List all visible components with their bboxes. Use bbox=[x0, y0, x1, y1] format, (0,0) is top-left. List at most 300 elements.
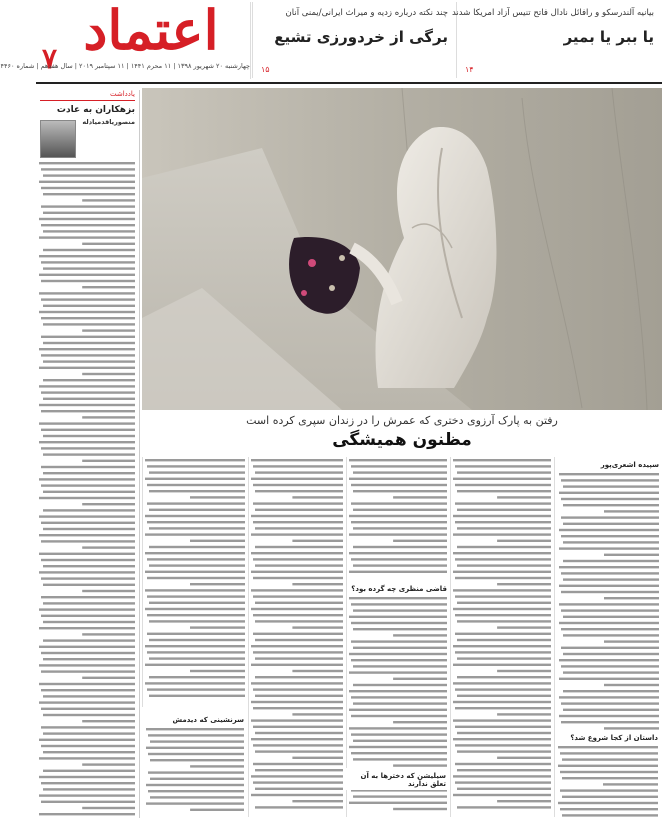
text-line bbox=[253, 744, 343, 746]
teaser-box[interactable] bbox=[451, 2, 662, 78]
text-line bbox=[349, 597, 447, 599]
text-line bbox=[349, 515, 447, 517]
text-line bbox=[82, 416, 135, 418]
text-line bbox=[292, 540, 343, 542]
text-line bbox=[43, 305, 135, 307]
text-line bbox=[41, 466, 135, 468]
text-line bbox=[39, 385, 135, 387]
text-line bbox=[41, 187, 135, 189]
text-line bbox=[351, 696, 447, 698]
text-line bbox=[190, 670, 245, 672]
text-line bbox=[351, 502, 447, 504]
text-line bbox=[393, 496, 447, 498]
text-line bbox=[145, 682, 245, 684]
text-line bbox=[41, 354, 135, 356]
text-line bbox=[146, 747, 244, 749]
text-line bbox=[560, 752, 658, 754]
text-line bbox=[453, 478, 551, 480]
text-line bbox=[561, 516, 659, 518]
text-line bbox=[497, 496, 551, 498]
text-line bbox=[251, 701, 343, 703]
text-line bbox=[190, 765, 244, 767]
text-line bbox=[453, 775, 551, 777]
text-line bbox=[82, 546, 135, 548]
body-text-lines bbox=[251, 457, 343, 812]
text-line bbox=[455, 484, 551, 486]
text-line bbox=[255, 676, 343, 678]
text-line bbox=[560, 771, 658, 773]
text-line bbox=[457, 750, 551, 752]
text-line bbox=[253, 688, 343, 690]
text-line bbox=[349, 552, 447, 554]
text-line bbox=[39, 441, 135, 443]
teaser-title[interactable]: برگی از خردورزی تشیع bbox=[274, 28, 448, 46]
text-line bbox=[604, 554, 659, 556]
subhead: سرنشینی که دیدمش bbox=[172, 716, 244, 724]
text-line bbox=[353, 609, 447, 611]
text-line bbox=[39, 478, 135, 480]
text-line bbox=[145, 459, 245, 461]
text-line bbox=[251, 794, 343, 796]
text-line bbox=[455, 781, 551, 783]
text-line bbox=[39, 553, 135, 555]
text-line bbox=[149, 695, 245, 697]
text-line bbox=[148, 771, 244, 773]
text-line bbox=[292, 800, 343, 802]
text-line bbox=[292, 713, 343, 715]
text-line bbox=[563, 616, 659, 618]
text-line bbox=[349, 690, 447, 692]
text-line bbox=[457, 676, 551, 678]
text-line bbox=[149, 564, 245, 566]
text-line bbox=[604, 597, 659, 599]
text-line bbox=[457, 527, 551, 529]
text-line bbox=[563, 709, 659, 711]
text-line bbox=[251, 533, 343, 535]
text-line bbox=[563, 653, 659, 655]
text-line bbox=[349, 533, 447, 535]
text-line bbox=[147, 484, 245, 486]
text-line bbox=[147, 633, 245, 635]
text-line bbox=[393, 764, 447, 766]
text-line bbox=[145, 571, 245, 573]
text-line bbox=[39, 348, 135, 350]
text-line bbox=[558, 746, 658, 748]
story-kicker: رفتن به پارک آرزوی دختری که عمرش را در زندان سپری کرده است bbox=[246, 414, 558, 427]
text-line bbox=[497, 670, 551, 672]
text-line bbox=[292, 670, 343, 672]
article-column bbox=[554, 730, 662, 817]
text-line bbox=[43, 602, 135, 604]
text-line bbox=[563, 504, 659, 506]
text-line bbox=[41, 224, 135, 226]
text-line bbox=[43, 342, 135, 344]
text-line bbox=[253, 651, 343, 653]
text-line bbox=[39, 497, 135, 499]
text-line bbox=[453, 589, 551, 591]
text-line bbox=[39, 646, 135, 648]
text-line bbox=[39, 739, 135, 741]
body-text-lines bbox=[145, 457, 245, 702]
text-line bbox=[43, 528, 135, 530]
text-line bbox=[43, 584, 135, 586]
text-line bbox=[147, 558, 245, 560]
section-label: یادداشت bbox=[40, 90, 135, 101]
text-line bbox=[39, 367, 135, 369]
text-line bbox=[457, 509, 551, 511]
text-line bbox=[41, 708, 135, 710]
text-line bbox=[253, 577, 343, 579]
text-line bbox=[149, 657, 245, 659]
text-line bbox=[145, 552, 245, 554]
text-line bbox=[353, 740, 447, 742]
text-line bbox=[559, 473, 659, 475]
text-line bbox=[149, 639, 245, 641]
text-line bbox=[255, 657, 343, 659]
text-line bbox=[351, 752, 447, 754]
text-line bbox=[457, 769, 551, 771]
text-line bbox=[41, 689, 135, 691]
text-line bbox=[41, 615, 135, 617]
text-line bbox=[41, 429, 135, 431]
teaser-box[interactable] bbox=[252, 2, 456, 78]
text-line bbox=[560, 789, 658, 791]
text-line bbox=[146, 784, 244, 786]
text-line bbox=[255, 509, 343, 511]
text-line bbox=[39, 664, 135, 666]
text-line bbox=[149, 602, 245, 604]
text-line bbox=[41, 801, 135, 803]
text-line bbox=[563, 523, 659, 525]
text-line bbox=[39, 181, 135, 183]
text-line bbox=[561, 479, 659, 481]
text-line bbox=[145, 645, 245, 647]
text-line bbox=[455, 633, 551, 635]
text-line bbox=[353, 490, 447, 492]
text-line bbox=[457, 620, 551, 622]
text-line bbox=[562, 814, 658, 816]
text-line bbox=[251, 645, 343, 647]
text-line bbox=[561, 647, 659, 649]
text-line bbox=[349, 653, 447, 655]
subhead: داستان از کجا شروع شد؟ bbox=[570, 734, 658, 742]
text-line bbox=[43, 398, 135, 400]
teaser-page-ref: ۱۴ bbox=[465, 65, 474, 74]
text-line bbox=[497, 626, 551, 628]
text-line bbox=[255, 527, 343, 529]
text-line bbox=[82, 807, 135, 809]
text-line bbox=[497, 540, 551, 542]
text-line bbox=[147, 465, 245, 467]
text-line bbox=[43, 565, 135, 567]
text-line bbox=[190, 626, 245, 628]
text-line bbox=[190, 496, 245, 498]
text-line bbox=[457, 695, 551, 697]
text-line bbox=[149, 509, 245, 511]
text-line bbox=[145, 589, 245, 591]
text-line bbox=[43, 714, 135, 716]
text-line bbox=[41, 559, 135, 561]
text-line bbox=[39, 311, 135, 313]
text-line bbox=[145, 515, 245, 517]
text-line bbox=[41, 261, 135, 263]
text-line bbox=[604, 510, 659, 512]
text-line bbox=[349, 671, 447, 673]
byline: سپیده اشعری‌پور bbox=[600, 461, 659, 469]
text-line bbox=[349, 571, 447, 573]
text-line bbox=[251, 664, 343, 666]
text-line bbox=[190, 540, 245, 542]
author-photo bbox=[40, 120, 76, 158]
text-line bbox=[253, 595, 343, 597]
masthead-divider bbox=[36, 82, 662, 84]
text-line bbox=[147, 651, 245, 653]
text-line bbox=[563, 690, 659, 692]
masthead bbox=[0, 0, 251, 79]
text-line bbox=[43, 621, 135, 623]
text-line bbox=[562, 796, 658, 798]
text-line bbox=[453, 459, 551, 461]
text-line bbox=[190, 583, 245, 585]
text-line bbox=[251, 478, 343, 480]
text-line bbox=[43, 249, 135, 251]
text-line bbox=[353, 564, 447, 566]
text-line bbox=[353, 527, 447, 529]
body-text-lines bbox=[349, 457, 447, 577]
text-line bbox=[563, 671, 659, 673]
article-column bbox=[142, 457, 248, 707]
text-line bbox=[455, 707, 551, 709]
text-line bbox=[292, 757, 343, 759]
teaser-kicker: چند نکته درباره زدیه و میراث ایرانی/یمنی آنان bbox=[285, 8, 448, 18]
text-line bbox=[251, 608, 343, 610]
text-line bbox=[41, 280, 135, 282]
text-line bbox=[561, 609, 659, 611]
text-line bbox=[453, 533, 551, 535]
text-line bbox=[351, 603, 447, 605]
text-line bbox=[41, 168, 135, 170]
text-line bbox=[561, 702, 659, 704]
text-line bbox=[41, 745, 135, 747]
text-line bbox=[560, 808, 658, 810]
text-line bbox=[82, 199, 135, 201]
text-line bbox=[255, 732, 343, 734]
text-line bbox=[149, 471, 245, 473]
text-line bbox=[253, 781, 343, 783]
text-line bbox=[147, 688, 245, 690]
text-line bbox=[253, 633, 343, 635]
text-line bbox=[457, 471, 551, 473]
text-line bbox=[43, 230, 135, 232]
text-line bbox=[39, 274, 135, 276]
article-column bbox=[450, 457, 554, 817]
text-line bbox=[39, 236, 135, 238]
text-line bbox=[41, 205, 135, 207]
body-text-lines bbox=[558, 744, 658, 819]
photo-image bbox=[142, 88, 662, 410]
text-line bbox=[393, 721, 447, 723]
text-line bbox=[253, 726, 343, 728]
text-line bbox=[455, 651, 551, 653]
text-line bbox=[145, 533, 245, 535]
text-line bbox=[353, 647, 447, 649]
text-line bbox=[251, 515, 343, 517]
text-line bbox=[39, 794, 135, 796]
text-line bbox=[255, 769, 343, 771]
text-line bbox=[43, 639, 135, 641]
text-line bbox=[43, 193, 135, 195]
text-line bbox=[559, 529, 659, 531]
text-line bbox=[353, 758, 447, 760]
text-line bbox=[41, 447, 135, 449]
text-line bbox=[148, 753, 244, 755]
text-line bbox=[82, 763, 135, 765]
text-line bbox=[39, 701, 135, 703]
text-line bbox=[43, 788, 135, 790]
article-column bbox=[142, 712, 248, 817]
text-line bbox=[559, 696, 659, 698]
text-line bbox=[253, 558, 343, 560]
text-line bbox=[497, 713, 551, 715]
text-line bbox=[41, 317, 135, 319]
text-line bbox=[39, 813, 135, 815]
text-line bbox=[353, 628, 447, 630]
text-line bbox=[251, 719, 343, 721]
text-line bbox=[455, 465, 551, 467]
text-line bbox=[253, 465, 343, 467]
text-line bbox=[39, 534, 135, 536]
text-line bbox=[43, 435, 135, 437]
text-line bbox=[149, 546, 245, 548]
text-line bbox=[255, 546, 343, 548]
text-line bbox=[353, 509, 447, 511]
article-column bbox=[346, 457, 450, 817]
text-line bbox=[457, 564, 551, 566]
text-line bbox=[353, 665, 447, 667]
text-line bbox=[41, 298, 135, 300]
text-line bbox=[190, 809, 244, 811]
text-line bbox=[41, 596, 135, 598]
text-line bbox=[453, 794, 551, 796]
text-line bbox=[255, 806, 343, 808]
text-line bbox=[251, 589, 343, 591]
text-line bbox=[561, 498, 659, 500]
text-line bbox=[82, 590, 135, 592]
text-line bbox=[457, 657, 551, 659]
text-line bbox=[43, 379, 135, 381]
text-line bbox=[455, 558, 551, 560]
text-line bbox=[349, 459, 447, 461]
text-line bbox=[453, 645, 551, 647]
text-line bbox=[43, 509, 135, 511]
text-line bbox=[353, 546, 447, 548]
text-line bbox=[41, 391, 135, 393]
text-line bbox=[561, 572, 659, 574]
text-line bbox=[562, 758, 658, 760]
text-line bbox=[251, 459, 343, 461]
text-line bbox=[559, 492, 659, 494]
text-line bbox=[43, 695, 135, 697]
text-line bbox=[561, 628, 659, 630]
text-line bbox=[497, 583, 551, 585]
text-line bbox=[559, 659, 659, 661]
text-line bbox=[457, 639, 551, 641]
text-line bbox=[457, 602, 551, 604]
text-line bbox=[147, 614, 245, 616]
text-line bbox=[43, 360, 135, 362]
text-line bbox=[43, 732, 135, 734]
text-line bbox=[147, 595, 245, 597]
text-line bbox=[457, 546, 551, 548]
text-line bbox=[251, 552, 343, 554]
text-line bbox=[561, 665, 659, 667]
text-line bbox=[39, 776, 135, 778]
text-line bbox=[351, 465, 447, 467]
text-line bbox=[149, 490, 245, 492]
article-column bbox=[346, 768, 450, 790]
text-line bbox=[455, 763, 551, 765]
text-line bbox=[563, 578, 659, 580]
story-headline[interactable]: مظنون همیشگی bbox=[332, 430, 472, 450]
text-line bbox=[351, 715, 447, 717]
text-line bbox=[455, 502, 551, 504]
text-line bbox=[255, 695, 343, 697]
text-line bbox=[39, 683, 135, 685]
text-line bbox=[255, 602, 343, 604]
page-number: ۷ bbox=[42, 42, 58, 75]
text-line bbox=[43, 491, 135, 493]
text-line bbox=[558, 802, 658, 804]
text-line bbox=[82, 460, 135, 462]
text-line bbox=[349, 802, 447, 804]
text-line bbox=[563, 485, 659, 487]
text-line bbox=[39, 255, 135, 257]
body-text-lines bbox=[146, 726, 244, 816]
text-line bbox=[149, 676, 245, 678]
text-line bbox=[39, 515, 135, 517]
text-line bbox=[39, 627, 135, 629]
text-line bbox=[497, 757, 551, 759]
text-line bbox=[453, 682, 551, 684]
text-line bbox=[148, 790, 244, 792]
text-line bbox=[147, 577, 245, 579]
text-line bbox=[39, 162, 135, 164]
text-line bbox=[148, 734, 244, 736]
text-line bbox=[43, 267, 135, 269]
text-line bbox=[253, 614, 343, 616]
text-line bbox=[457, 490, 551, 492]
text-line bbox=[41, 336, 135, 338]
text-line bbox=[292, 626, 343, 628]
text-line bbox=[39, 218, 135, 220]
text-line bbox=[82, 677, 135, 679]
text-line bbox=[145, 664, 245, 666]
text-line bbox=[453, 664, 551, 666]
text-line bbox=[292, 496, 343, 498]
teaser-title[interactable]: یا ببر یا بمیر bbox=[563, 28, 654, 46]
text-line bbox=[559, 585, 659, 587]
text-line bbox=[255, 471, 343, 473]
column-body bbox=[40, 128, 135, 823]
text-line bbox=[82, 633, 135, 635]
text-line bbox=[349, 478, 447, 480]
text-line bbox=[41, 540, 135, 542]
text-line bbox=[455, 744, 551, 746]
text-line bbox=[253, 763, 343, 765]
text-line bbox=[255, 564, 343, 566]
text-line bbox=[349, 709, 447, 711]
text-line bbox=[251, 738, 343, 740]
